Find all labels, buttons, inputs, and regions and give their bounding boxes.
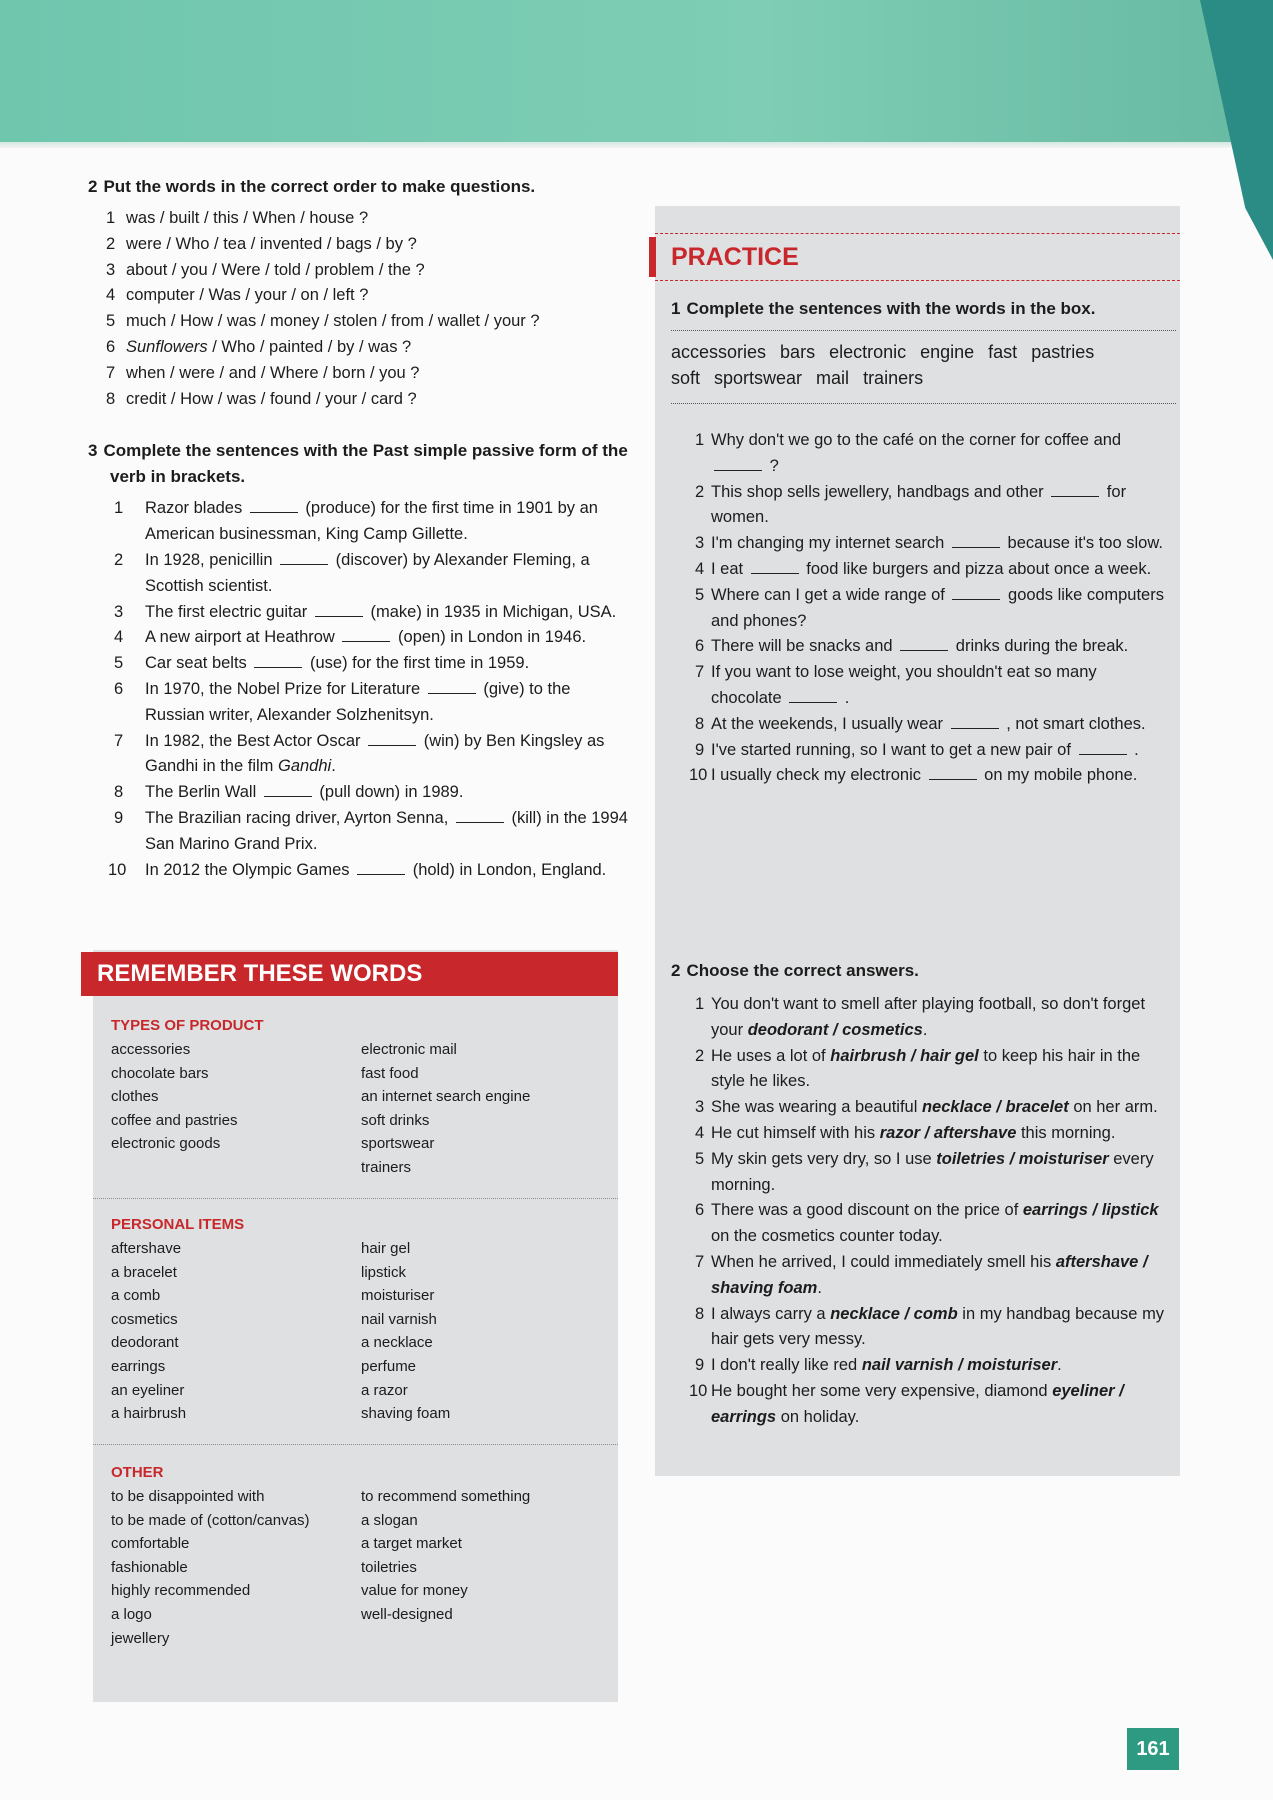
practice-panel	[655, 206, 1180, 1476]
item-number: 9	[695, 1356, 705, 1375]
list-item: 7 When he arrived, I could immediately smell his aftershave / shaving foam.	[671, 1250, 1171, 1302]
practice-accent-bar	[649, 237, 656, 277]
answer-blank	[456, 808, 504, 823]
list-item: 4 He cut himself with his razor / aftershave this morning.	[671, 1121, 1171, 1147]
item-number: 3	[114, 602, 124, 621]
word-entry: fashionable	[111, 1558, 188, 1576]
exercise-heading: 1 Complete the sentences with the words in the box.	[671, 299, 1096, 318]
list-item: 3 I'm changing my internet search because it's too slow.	[671, 531, 1171, 557]
category-title: TYPES OF PRODUCT	[111, 1017, 264, 1034]
answer-blank	[315, 602, 363, 617]
practice-exercise-1	[671, 296, 1171, 789]
answer-blank	[1079, 740, 1127, 755]
word-entry: electronic goods	[111, 1135, 221, 1153]
category-title: PERSONAL ITEMS	[111, 1216, 245, 1233]
word-entry: toiletries	[361, 1558, 417, 1576]
exercise-3	[88, 438, 628, 883]
item-number: 6	[114, 679, 124, 698]
list-item: 6 There was a good discount on the price of earrings / lipstick on the cosmetics counter today.	[671, 1198, 1171, 1250]
exercise-number: 3	[88, 441, 98, 461]
word-column	[111, 1237, 361, 1426]
item-number: 6	[695, 637, 705, 656]
word-entry: a logo	[111, 1605, 152, 1623]
answer-blank	[280, 550, 328, 565]
word-entry: fast food	[361, 1064, 419, 1082]
exercise-3-heading	[88, 438, 628, 490]
box-word: engine	[920, 342, 975, 362]
answer-options: earrings / lipstick	[1022, 1201, 1159, 1220]
list-item: 8 credit / How / was / found / your / card ?	[106, 389, 417, 408]
item-number: 1	[695, 995, 705, 1013]
box-word: trainers	[863, 368, 924, 388]
category-title: OTHER	[111, 1464, 164, 1481]
word-entry: shaving foam	[361, 1405, 451, 1423]
word-entry: to recommend something	[361, 1488, 531, 1505]
box-word: electronic	[829, 342, 907, 362]
list-item: 7 If you want to lose weight, you shouldn't eat so many chocolate .	[671, 660, 1171, 712]
item-number: 9	[114, 808, 124, 827]
answer-blank	[900, 636, 948, 651]
box-word: bars	[780, 342, 816, 362]
item-number: 2	[695, 1046, 705, 1065]
word-entry: an internet search engine	[361, 1088, 531, 1106]
word-entry: clothes	[111, 1088, 159, 1106]
item-number: 2	[114, 550, 124, 569]
answer-blank	[254, 653, 302, 668]
word-entry: aftershave	[111, 1240, 182, 1257]
word-entry: to be made of (cotton/canvas)	[111, 1511, 310, 1529]
list-item: 9 I've started running, so I want to get a new pair of .	[671, 738, 1171, 764]
exercise-2-list	[88, 206, 628, 412]
header-band	[0, 0, 1273, 142]
word-entry: perfume	[361, 1357, 417, 1375]
answer-blank	[951, 714, 999, 729]
remember-these-words-box	[93, 950, 618, 1702]
item-number: 1	[114, 499, 124, 518]
word-column	[361, 1237, 611, 1426]
word-entry: to be disappointed with	[111, 1488, 265, 1505]
item-number: 4	[695, 559, 705, 578]
box-word: accessories	[671, 342, 767, 362]
word-column	[111, 1485, 361, 1650]
list-item: 4 computer / Was / your / on / left ?	[106, 286, 369, 305]
word-entry: electronic mail	[361, 1041, 457, 1058]
answer-options: necklace / comb	[830, 1304, 958, 1323]
item-number: 10	[689, 1381, 708, 1400]
page-number: 161	[1127, 1728, 1179, 1770]
list-item: 8 The Berlin Wall (pull down) in 1989.	[88, 780, 628, 806]
answer-blank	[250, 498, 298, 513]
divider	[93, 1198, 618, 1199]
item-number: 7	[695, 1252, 705, 1271]
list-item: 6 In 1970, the Nobel Prize for Literature (give) to the Russian writer, Alexander Solzhenitsyn.	[88, 677, 628, 729]
answer-blank	[751, 559, 799, 574]
list-item: 3 She was wearing a beautiful necklace / bracelet on her arm.	[671, 1095, 1171, 1121]
list-item: 2 He uses a lot of hairbrush / hair gel to keep his hair in the style he likes.	[671, 1044, 1171, 1096]
answer-options: razor / aftershave	[879, 1123, 1017, 1142]
item-number: 4	[114, 628, 124, 647]
answer-blank	[789, 688, 837, 703]
word-entry: an eyeliner	[111, 1381, 185, 1399]
word-entry: a hairbrush	[111, 1405, 187, 1423]
exercise-2-heading	[88, 174, 628, 200]
list-item: 2 In 1928, penicillin (discover) by Alexander Fleming, a Scottish scientist.	[88, 548, 628, 600]
item-number: 4	[695, 1123, 705, 1142]
word-entry: trainers	[361, 1158, 412, 1176]
word-entry: soft drinks	[361, 1111, 430, 1129]
list-item: 5 much / How / was / money / stolen / from / wallet / your ?	[106, 312, 540, 331]
list-item: 3 about / you / Were / told / problem / the ?	[106, 260, 425, 279]
word-box	[671, 330, 1176, 404]
word-entry: a comb	[111, 1287, 161, 1305]
item-number: 7	[114, 731, 124, 750]
other-section	[111, 1464, 611, 1650]
answer-blank	[1051, 482, 1099, 497]
list-item: 5 My skin gets very dry, so I use toiletries / moisturiser every morning.	[671, 1147, 1171, 1199]
word-column	[111, 1038, 361, 1180]
list-item: 1 Why don't we go to the café on the corner for coffee and ?	[671, 428, 1171, 480]
practice-exercise-2	[671, 958, 1171, 1431]
list-item: 1 Razor blades (produce) for the first time in 1901 by an American businessman, King Camp Gillette.	[88, 496, 628, 548]
practice-2-list	[671, 992, 1171, 1431]
word-column	[361, 1038, 611, 1180]
item-number: 3	[695, 534, 705, 553]
item-number: 1	[695, 431, 705, 449]
item-number: 10	[108, 860, 127, 879]
personal-items-section	[111, 1216, 611, 1426]
answer-blank	[952, 533, 1000, 548]
item-number: 5	[695, 1149, 705, 1168]
item-number: 10	[689, 766, 708, 785]
answer-options: eyeliner / earrings	[711, 1381, 1124, 1426]
word-entry: highly recommended	[111, 1582, 251, 1600]
box-word: pastries	[1031, 342, 1095, 362]
word-entry: earrings	[111, 1357, 166, 1375]
list-item: 10 I usually check my electronic on my mobile phone.	[671, 763, 1171, 789]
list-item: 6 Sunflowers / Who / painted / by / was ?	[106, 337, 412, 356]
item-number: 5	[695, 585, 705, 604]
answer-blank	[357, 860, 405, 875]
list-item: 1 was / built / this / When / house ?	[106, 209, 369, 227]
list-item: 5 Where can I get a wide range of goods like computers and phones?	[671, 583, 1171, 635]
list-item: 8 At the weekends, I usually wear , not smart clothes.	[671, 712, 1171, 738]
answer-blank	[428, 679, 476, 694]
answer-options: deodorant / cosmetics	[747, 1020, 923, 1039]
word-entry: accessories	[111, 1041, 191, 1058]
word-entry: deodorant	[111, 1334, 179, 1352]
list-item: 6 There will be snacks and drinks during the break.	[671, 634, 1171, 660]
practice-title: PRACTICE	[671, 243, 799, 271]
list-item: 7 when / were / and / Where / born / you ?	[106, 363, 420, 382]
exercise-instruction: Complete the sentences with the Past simple passive form of the verb in brackets.	[103, 441, 628, 487]
list-item: 1 You don't want to smell after playing football, so don't forget your deodorant / cosmetics.	[671, 992, 1171, 1044]
item-number: 9	[695, 740, 705, 759]
box-word: soft	[671, 368, 701, 388]
answer-blank	[264, 782, 312, 797]
box-word: mail	[816, 368, 850, 388]
exercise-heading: 2 Choose the correct answers.	[671, 961, 919, 980]
word-column	[361, 1485, 611, 1650]
word-entry: well-designed	[361, 1605, 453, 1623]
word-entry: coffee and pastries	[111, 1111, 238, 1129]
list-item: 5 Car seat belts (use) for the first time in 1959.	[88, 651, 628, 677]
box-word: sportswear	[714, 368, 803, 388]
word-entry: hair gel	[361, 1240, 411, 1257]
word-entry: a necklace	[361, 1334, 433, 1352]
word-entry: nail varnish	[361, 1310, 437, 1328]
item-number: 7	[695, 663, 705, 682]
item-number: 8	[114, 783, 124, 802]
word-entry: cosmetics	[111, 1310, 178, 1328]
item-number: 8	[695, 1304, 705, 1323]
word-entry: value for money	[361, 1582, 468, 1600]
answer-blank	[952, 585, 1000, 600]
practice-header	[655, 233, 1180, 281]
word-entry: a slogan	[361, 1511, 418, 1529]
list-item: 2 were / Who / tea / invented / bags / by ?	[106, 234, 417, 253]
list-item: 4 I eat food like burgers and pizza about once a week.	[671, 557, 1171, 583]
title-italic: Sunflowers	[126, 337, 208, 356]
answer-options: aftershave / shaving foam	[711, 1252, 1148, 1297]
answer-blank	[368, 731, 416, 746]
answer-options: toiletries / moisturiser	[936, 1149, 1109, 1168]
practice-1-list	[671, 428, 1171, 789]
item-number: 2	[695, 482, 705, 501]
divider	[93, 1444, 618, 1445]
remember-title: REMEMBER THESE WORDS	[81, 952, 618, 996]
sunflowers-question: Sunflowers / Who / painted / by / was ?	[126, 337, 412, 356]
word-entry: chocolate bars	[111, 1064, 209, 1082]
exercise-3-list	[88, 496, 628, 883]
list-item: 9 The Brazilian racing driver, Ayrton Senna, (kill) in the 1994 San Marino Grand Prix.	[88, 806, 628, 858]
item-number: 8	[695, 714, 705, 733]
exercise-instruction: Put the words in the correct order to make questions.	[103, 177, 536, 196]
answer-blank	[929, 765, 977, 780]
film-title: Gandhi	[278, 757, 332, 776]
answer-options: necklace / bracelet	[921, 1098, 1069, 1117]
list-item: 2 This shop sells jewellery, handbags and other for women.	[671, 480, 1171, 532]
item-number: 5	[114, 654, 124, 673]
item-number: 3	[695, 1098, 705, 1117]
list-item: 9 I don't really like red nail varnish / moisturiser.	[671, 1353, 1171, 1379]
word-entry: a bracelet	[111, 1263, 177, 1281]
list-item: 10 In 2012 the Olympic Games (hold) in London, England.	[88, 858, 628, 884]
item-number: 6	[695, 1201, 705, 1220]
types-of-product-section	[111, 1017, 611, 1180]
answer-options: nail varnish / moisturiser	[861, 1356, 1058, 1375]
list-item: 3 The first electric guitar (make) in 1935 in Michigan, USA.	[88, 600, 628, 626]
box-word: fast	[988, 342, 1018, 362]
word-entry: sportswear	[361, 1135, 435, 1153]
word-entry: a razor	[361, 1381, 408, 1399]
answer-blank	[342, 627, 390, 642]
word-entry: jewellery	[111, 1629, 170, 1647]
answer-options: hairbrush / hair gel	[830, 1046, 979, 1065]
list-item: 7 In 1982, the Best Actor Oscar (win) by Ben Kingsley as Gandhi in the film Gandhi.	[88, 729, 628, 781]
word-entry: lipstick	[361, 1263, 407, 1281]
word-entry: a target market	[361, 1535, 462, 1553]
answer-blank	[714, 456, 762, 471]
word-entry: moisturiser	[361, 1287, 435, 1305]
exercise-number: 2	[88, 177, 98, 196]
list-item: 4 A new airport at Heathrow (open) in London in 1946.	[88, 625, 628, 651]
left-column	[88, 174, 628, 883]
list-item: 8 I always carry a necklace / comb in my handbag because my hair gets very messy.	[671, 1302, 1171, 1354]
word-entry: comfortable	[111, 1535, 190, 1553]
list-item: 10 He bought her some very expensive, diamond eyeliner / earrings on holiday.	[671, 1379, 1171, 1431]
